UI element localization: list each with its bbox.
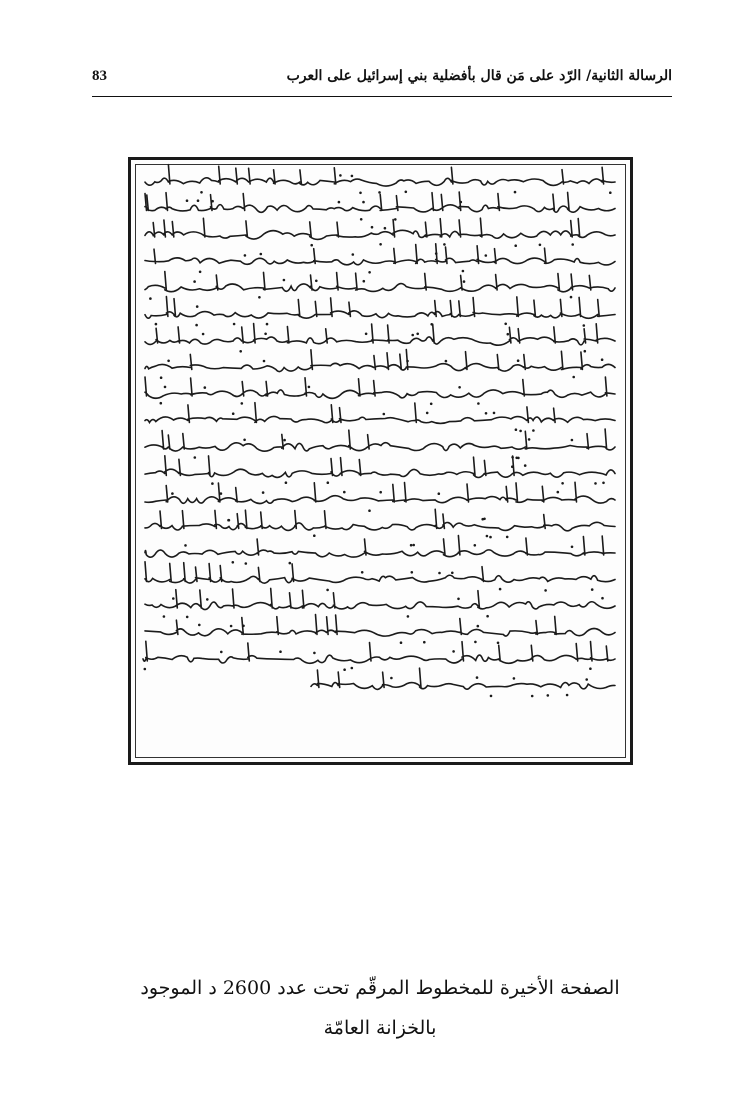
manuscript-dot — [591, 588, 594, 591]
manuscript-dot — [514, 191, 517, 194]
manuscript-dot — [438, 572, 441, 575]
manuscript-dot — [430, 403, 433, 406]
manuscript-dot — [594, 482, 597, 485]
manuscript-dot — [406, 360, 409, 363]
manuscript-dot — [589, 667, 592, 670]
manuscript-dot — [242, 625, 245, 628]
manuscript-dot — [489, 536, 492, 539]
manuscript-dot — [572, 376, 575, 379]
manuscript-dot — [517, 359, 520, 362]
manuscript-dot — [539, 244, 542, 247]
caption-line-2: بالخزانة العامّة — [323, 1017, 437, 1039]
manuscript-dot — [245, 562, 248, 565]
manuscript-dot — [343, 668, 346, 671]
manuscript-dot — [232, 561, 235, 564]
manuscript-dot — [423, 641, 426, 644]
manuscript-dot — [233, 323, 236, 326]
manuscript-dot — [462, 270, 465, 273]
manuscript-line — [145, 218, 615, 239]
manuscript-dot — [351, 667, 354, 670]
manuscript-dot — [283, 439, 286, 442]
manuscript-dot — [204, 386, 207, 389]
manuscript-dot — [426, 412, 429, 415]
manuscript-dot — [513, 677, 516, 680]
manuscript-dot — [379, 491, 382, 494]
manuscript-dot — [416, 333, 419, 336]
manuscript-line — [145, 562, 615, 583]
manuscript-dot — [155, 323, 158, 326]
manuscript-dot — [361, 571, 364, 574]
manuscript-dot — [405, 191, 408, 194]
manuscript-dot — [195, 324, 198, 327]
manuscript-dot — [514, 244, 517, 247]
manuscript-dot — [313, 652, 316, 655]
manuscript-dot — [528, 438, 531, 441]
manuscript-dot — [400, 641, 403, 644]
manuscript-dot — [368, 271, 371, 274]
running-head — [92, 66, 672, 94]
manuscript-dot — [315, 280, 318, 283]
manuscript-dot — [571, 439, 574, 442]
manuscript-dot — [486, 535, 489, 538]
manuscript-dot — [244, 254, 247, 257]
manuscript-dot — [583, 324, 586, 327]
manuscript-dot — [360, 218, 363, 221]
manuscript-dot — [196, 305, 199, 308]
manuscript-dot — [211, 482, 214, 485]
manuscript-dot — [390, 677, 393, 680]
manuscript-dot — [411, 571, 414, 574]
manuscript-line — [145, 536, 615, 558]
manuscript-line — [145, 165, 615, 186]
manuscript-dot — [339, 174, 342, 177]
manuscript-dot — [313, 534, 316, 537]
manuscript-line — [145, 324, 615, 346]
manuscript-dot — [474, 544, 477, 547]
manuscript-dot — [499, 588, 502, 591]
manuscript-dot — [202, 333, 205, 336]
manuscript-dot — [477, 625, 480, 628]
manuscript-dot — [485, 254, 488, 257]
manuscript-dot — [602, 482, 605, 485]
manuscript-dot — [220, 651, 223, 654]
manuscript-dot — [378, 191, 381, 194]
manuscript-dot — [407, 615, 410, 618]
manuscript-dot — [438, 492, 441, 495]
manuscript-dot — [490, 695, 493, 698]
manuscript-dot — [477, 402, 480, 405]
manuscript-dot — [601, 597, 604, 600]
manuscript-dot — [584, 350, 587, 353]
manuscript-dot — [184, 544, 187, 547]
manuscript-dot — [163, 615, 166, 618]
manuscript-line — [311, 668, 615, 689]
manuscript-dot — [532, 429, 535, 432]
running-title: الرسالة الثانية/ الرّد على مَن قال بأفضلية بني إسرائيل على العرب — [286, 68, 672, 84]
manuscript-dot — [452, 650, 455, 653]
manuscript-dot — [199, 271, 202, 274]
page-number: 83 — [92, 68, 107, 84]
manuscript-dot — [241, 402, 244, 405]
manuscript-dot — [338, 201, 341, 204]
manuscript-dot — [289, 562, 292, 565]
manuscript-dot — [463, 280, 466, 283]
manuscript-dot — [511, 465, 514, 468]
manuscript-line — [145, 509, 615, 531]
manuscript-dot — [519, 430, 522, 433]
manuscript-dot — [410, 544, 413, 547]
manuscript-dot — [609, 191, 612, 194]
manuscript-dot — [258, 296, 261, 299]
manuscript-dot — [206, 598, 209, 601]
manuscript-dot — [524, 464, 527, 467]
caption-line-1: الصفحة الأخيرة للمخطوط المرقّم تحت عدد 2600 د الموجود — [140, 977, 620, 999]
manuscript-dot — [451, 572, 454, 575]
manuscript-dot — [283, 279, 286, 282]
manuscript-dot — [186, 616, 189, 619]
manuscript-dot — [279, 650, 282, 653]
manuscript-dot — [262, 491, 265, 494]
manuscript-dot — [167, 360, 170, 363]
manuscript-dot — [198, 624, 201, 627]
manuscript-dot — [164, 386, 167, 389]
manuscript-dot — [485, 412, 488, 415]
manuscript-dot — [365, 333, 368, 336]
manuscript-dot — [571, 546, 574, 549]
manuscript-dot — [486, 615, 489, 618]
manuscript-dot — [232, 412, 235, 415]
manuscript-dot — [474, 641, 477, 644]
manuscript-dot — [547, 694, 550, 697]
manuscript-dot — [230, 625, 233, 628]
manuscript-dot — [194, 456, 197, 459]
manuscript-dot — [383, 413, 386, 416]
manuscript-dot — [211, 200, 214, 203]
manuscript-dot — [481, 518, 484, 521]
manuscript-dot — [260, 253, 263, 256]
manuscript-dot — [228, 519, 231, 522]
manuscript-dot — [359, 192, 362, 195]
header-rule — [92, 96, 672, 97]
manuscript-dot — [266, 323, 269, 326]
manuscript-dot — [504, 323, 507, 326]
manuscript-dot — [264, 333, 267, 336]
manuscript-dot — [144, 668, 147, 671]
manuscript-dot — [308, 386, 311, 389]
manuscript-dot — [285, 481, 288, 484]
manuscript-dot — [601, 358, 604, 361]
manuscript-dot — [493, 412, 496, 415]
manuscript-line — [145, 429, 615, 451]
manuscript-dot — [368, 509, 371, 512]
manuscript-dot — [515, 428, 518, 431]
manuscript-dot — [497, 642, 500, 645]
manuscript-dot — [435, 252, 438, 255]
manuscript-dot — [149, 297, 152, 300]
manuscript-line — [145, 377, 615, 398]
manuscript-dot — [243, 439, 246, 442]
manuscript-dot — [220, 492, 223, 495]
manuscript-line — [145, 588, 615, 609]
manuscript-dot — [476, 676, 479, 679]
manuscript-dot — [394, 218, 397, 221]
manuscript-dot — [544, 589, 547, 592]
manuscript-dot — [460, 201, 463, 204]
manuscript-dot — [351, 175, 354, 178]
manuscript-dot — [457, 598, 460, 601]
manuscript-dot — [371, 226, 374, 229]
manuscript-dot — [585, 678, 588, 681]
manuscript-dot — [343, 491, 346, 494]
manuscript-dot — [160, 376, 163, 379]
manuscript-dot — [193, 280, 196, 283]
manuscript-dot — [363, 280, 366, 283]
manuscript-dot — [443, 243, 446, 246]
manuscript-dot — [379, 243, 382, 246]
manuscript-dot — [571, 243, 574, 246]
manuscript-line — [145, 350, 615, 372]
manuscript-dot — [412, 544, 415, 547]
manuscript-dot — [171, 492, 174, 495]
manuscript-dot — [362, 201, 365, 204]
manuscript-dot — [445, 360, 448, 363]
manuscript-dot — [172, 597, 175, 600]
manuscript-handwriting-image — [131, 160, 630, 762]
manuscript-dot — [506, 536, 509, 539]
manuscript-dot — [570, 296, 573, 299]
manuscript-dot — [557, 491, 560, 494]
manuscript-dot — [160, 402, 163, 405]
manuscript-dot — [458, 386, 461, 389]
manuscript-dot — [239, 350, 242, 353]
manuscript-line — [145, 403, 615, 424]
manuscript-dot — [310, 244, 313, 247]
figure-caption — [100, 968, 660, 1048]
manuscript-line — [145, 244, 615, 265]
manuscript-dot — [384, 227, 387, 230]
manuscript-dot — [507, 333, 510, 336]
manuscript-dot — [197, 199, 200, 202]
manuscript-line — [145, 456, 615, 478]
manuscript-dot — [200, 191, 203, 194]
manuscript-dot — [352, 253, 355, 256]
manuscript-dot — [566, 694, 569, 697]
manuscript-dot — [561, 482, 564, 485]
manuscript-line — [145, 272, 615, 292]
manuscript-dot — [327, 481, 330, 484]
manuscript-dot — [531, 695, 534, 698]
manuscript-line — [145, 297, 615, 319]
manuscript-dot — [326, 589, 329, 592]
manuscript-dot — [263, 360, 266, 363]
manuscript-dot — [411, 334, 414, 337]
manuscript-line — [143, 641, 615, 663]
manuscript-image — [128, 157, 633, 765]
manuscript-line — [145, 615, 615, 637]
manuscript-line — [145, 192, 615, 212]
manuscript-dot — [186, 199, 189, 202]
manuscript-dot — [517, 457, 520, 460]
